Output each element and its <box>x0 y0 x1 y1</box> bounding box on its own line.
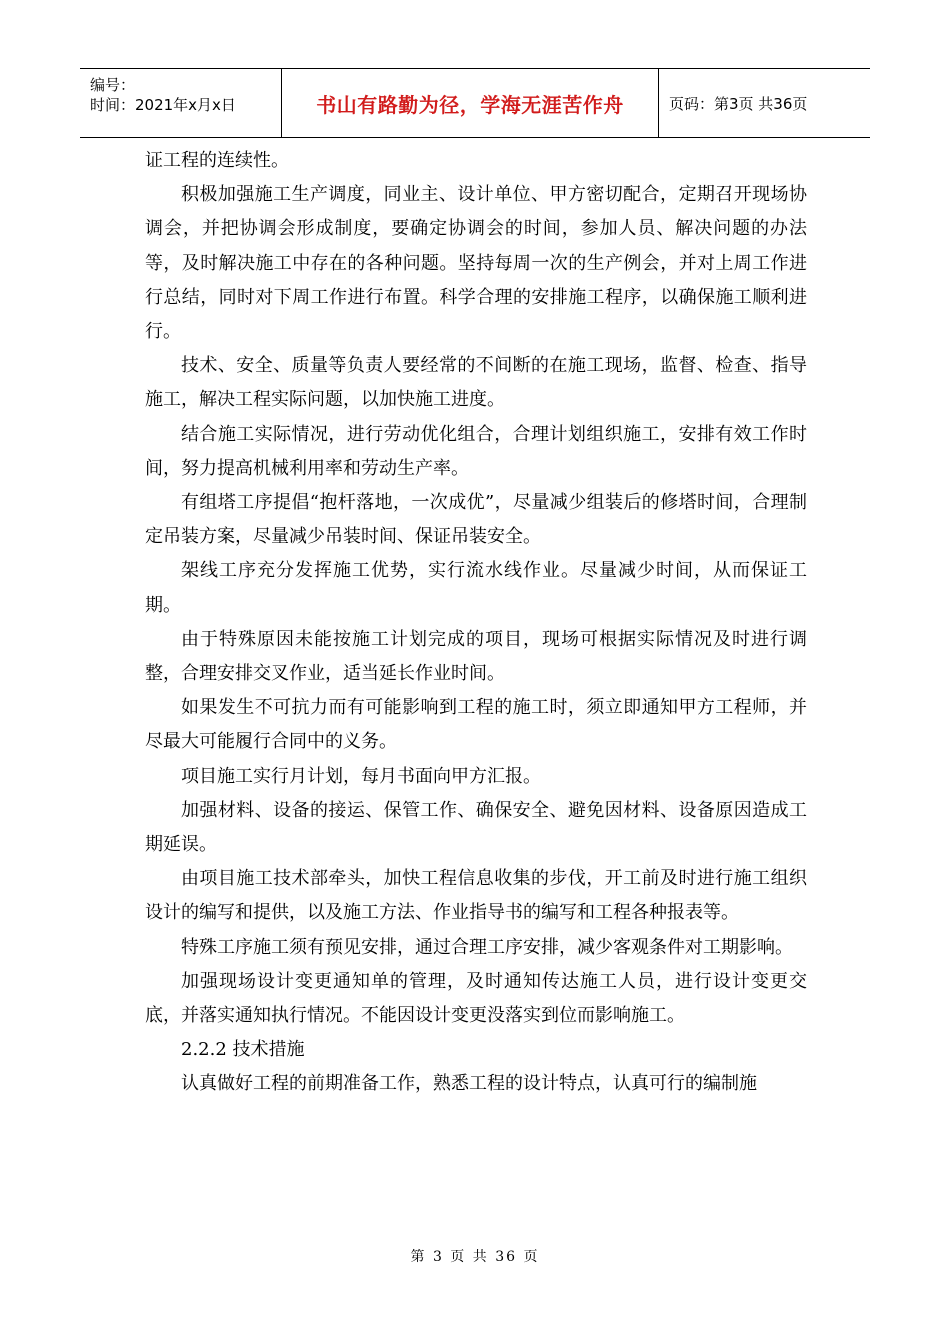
document-body <box>145 144 807 1102</box>
page-footer: 第 3 页 共 36 页 <box>410 1249 540 1265</box>
paragraph: 积极加强施工生产调度，同业主、设计单位、甲方密切配合，定期召开现场协调会，并把协调会形成制度，要确定协调会的时间，参加人员、解决问题的办法等，及时解决施工中存在的各种问题。坚持每周一次的生产例会，并对上周工作进行总结，同时对下周工作进行布置。科学合理的安排施工程序，以确保施工顺利进行。 <box>145 184 807 343</box>
section-heading: 2.2.2 技术措施 <box>181 1039 305 1061</box>
paragraph: 如果发生不可抗力而有可能影响到工程的施工时，须立即通知甲方工程师，并尽最大可能履行合同中的义务。 <box>145 697 807 753</box>
paragraph: 架线工序充分发挥施工优势，实行流水线作业。尽量减少时间，从而保证工期。 <box>145 560 807 616</box>
paragraph: 由项目施工技术部牵头，加快工程信息收集的步伐，开工前及时进行施工组织设计的编写和提供，以及施工方法、作业指导书的编写和工程各种报表等。 <box>145 868 807 924</box>
paragraph: 项目施工实行月计划，每月书面向甲方汇报。 <box>181 765 541 787</box>
document-date: 时间：2021年x月x日 <box>90 96 236 114</box>
paragraph: 特殊工序施工须有预见安排，通过合理工序安排，减少客观条件对工期影响。 <box>181 936 793 958</box>
paragraph: 认真做好工程的前期准备工作，熟悉工程的设计特点，认真可行的编制施 <box>181 1073 757 1095</box>
header-meta <box>80 69 282 137</box>
document-number: 编号： <box>90 76 136 94</box>
header-motto: 书山有路勤为径，学海无涯苦作舟 <box>282 69 659 137</box>
paragraph: 加强现场设计变更通知单的管理，及时通知传达施工人员，进行设计变更交底，并落实通知执行情况。不能因设计变更没落实到位而影响施工。 <box>145 970 807 1027</box>
paragraph: 有组塔工序提倡“抱杆落地，一次成优”，尽量减少组装后的修塔时间，合理制定吊装方案，尽量减少吊装时间、保证吊装安全。 <box>145 492 807 548</box>
paragraph: 证工程的连续性。 <box>145 150 289 171</box>
page-header <box>80 68 870 138</box>
paragraph: 由于特殊原因未能按施工计划完成的项目，现场可根据实际情况及时进行调整，合理安排交叉作业，适当延长作业时间。 <box>145 628 807 685</box>
paragraph: 结合施工实际情况，进行劳动优化组合，合理计划组织施工，安排有效工作时间，努力提高机械利用率和劳动生产率。 <box>145 423 807 479</box>
header-page-info: 页码：第3页 共36页 <box>669 94 808 113</box>
paragraph: 加强材料、设备的接运、保管工作、确保安全、避免因材料、设备原因造成工期延误。 <box>145 799 807 856</box>
paragraph: 技术、安全、质量等负责人要经常的不间断的在施工现场，监督、检查、指导施工，解决工程实际问题，以加快施工进度。 <box>145 355 807 411</box>
